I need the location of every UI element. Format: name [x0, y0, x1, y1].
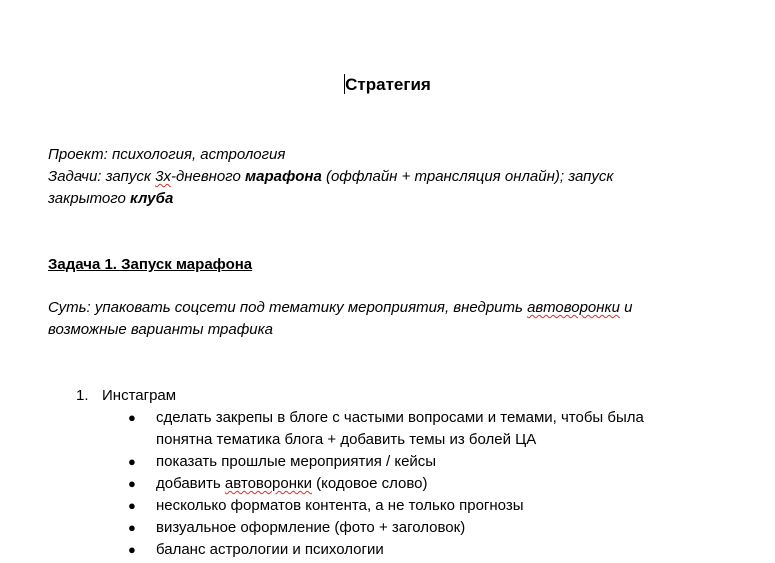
list-item	[76, 385, 176, 407]
task1-heading: Задача 1. Запуск марафона	[48, 256, 253, 273]
bullet-dot: ●	[128, 410, 136, 425]
essence-line-1: Суть: упаковать соцсети под тематику мероприятия, внедрить автоворонки и	[48, 299, 633, 316]
spellcheck-word[interactable]: автоворонки	[224, 475, 312, 492]
bullet-continuation: понятна тематика блога + добавить темы из болей ЦА	[156, 431, 537, 448]
list-label: Инстаграм	[102, 387, 177, 404]
bullet-dot: ●	[128, 542, 136, 557]
bullet-item: ● визуальное оформление (фото + заголовок)	[128, 517, 465, 539]
spellcheck-word[interactable]: 3х	[155, 168, 171, 185]
spellcheck-word[interactable]: автоворонки	[527, 299, 620, 316]
list-number: 1.	[76, 387, 89, 404]
tasks-line-1: Задачи: запуск 3х-дневного марафона (оффлайн + трансляция онлайн); запуск	[48, 168, 614, 185]
bullet-item: ● несколько форматов контента, а не только прогнозы	[128, 495, 524, 517]
title-text: Стратегия	[345, 75, 431, 94]
bullet-item: ● добавить автоворонки (кодовое слово)	[128, 473, 428, 495]
bullet-item: ● показать прошлые мероприятия / кейсы	[128, 451, 436, 473]
bullet-item: ● сделать закрепы в блоге с частыми вопросами и темами, чтобы была	[128, 407, 644, 429]
document-title	[0, 74, 775, 95]
tasks-line-2: закрытого клуба	[48, 190, 174, 207]
bullet-dot: ●	[128, 498, 136, 513]
bullet-item: ● баланс астрологии и психологии	[128, 539, 384, 561]
bullet-dot: ●	[128, 520, 136, 535]
bullet-dot: ●	[128, 476, 136, 491]
essence-line-2: возможные варианты трафика	[48, 321, 274, 338]
bullet-dot: ●	[128, 454, 136, 469]
project-line: Проект: психология, астрология	[48, 146, 286, 163]
